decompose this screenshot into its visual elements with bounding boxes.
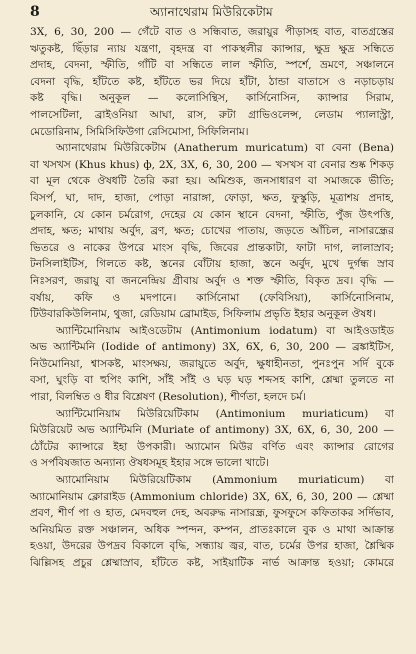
entry-heading-line: অ্যান্টিমোনিয়াম মিউরিয়েটিকাম (Antimonium muriaticum) বা [56, 407, 394, 420]
text-line: অনিয়মিত রক্ত সঞ্চালন, অধিক স্পন্দন, কম্পন, প্রাতঃকালে বুক ও মাথা আক্রান্ত [30, 523, 394, 536]
page-header [30, 4, 394, 22]
text-line: চুলকানি, যে কোন চর্মরোগ, দেহের যে কোন স্থানে বেদনা, স্ফীতি, পুঁজ উৎপত্তি, [30, 208, 394, 221]
text-line: ঋতুকষ্ট, ছিঁড়ার ন্যায় যন্ত্রণা, বৃহদন্ত্র বা পাকস্থলীর ক্যান্সার, ক্ষুদ্র ক্ষুদ্র সন্ধিতে [30, 42, 394, 55]
text-line: ভিতরে ও নাকের উপরে মাংস বৃদ্ধি, জিবের প্রান্তকাটা, ফাটা দাগ, লালাস্রাব; [30, 241, 394, 254]
text-line: নিউমোনিয়া, শ্বাসকষ্ট, মাংসক্ষয়, জরায়ুতে অর্বুদ, ক্ষুধাহীনতা, পুনঃপুন সর্দি বুকে [30, 357, 394, 370]
text-line: প্রদাহ, বেদনা, স্ফীতি, গাঁটি বা সন্ধিতে লাল স্ফীতি, স্পর্শে, ভ্রমণে, সঞ্চালনে [30, 59, 394, 72]
text-line: পারা, বিলম্বিত ও ধীর বিশ্লেষণ (Resolution), শীর্ণতা, হলদে চর্ম। [30, 391, 306, 404]
text-line: অ্যামোনিয়াম ক্লোরাইড (Ammonium chloride) 3X, 6X, 6, 30, 200 — শ্লেষ্মা [30, 490, 394, 503]
text-line: ও সর্পবিষজাত অন্যান্য ঔষধসমূহ ইহার সঙ্গে ভালো খাটে। [30, 457, 270, 470]
text-line: মিউরিয়েট অভ অ্যান্টিমনি (Muriate of antimony) 3X, 6X, 6, 30, 200 — [30, 424, 394, 437]
text-line: বর্ষায়, কফি ও মদপানে। কার্সিনোমা (ফেবিসিয়া), কার্সিনোসিনাম, [30, 291, 394, 304]
text-line: বসা, ঘুংড়ি বা হুপিং কাশি, সাঁই সাঁই ও ঘড় ঘড় শব্দসহ কাশি, শ্লেষ্মা তুলতে না [30, 374, 394, 387]
text-line: মেডোরিনাম, সিমিসিফিউগা রেসিমোসা, সিফিলিনাম। [30, 125, 249, 138]
text-line: অভ অ্যান্টিমনি (Iodide of antimony) 3X, 6X, 6, 30, 200 — ব্রঙ্কাইটিস, [30, 341, 394, 354]
entry-heading-line: অ্যানাথেরাম মিউরিকেটাম (Anatherum muricatum) বা বেনা (Bena) [56, 142, 394, 155]
entry-heading-line: অ্যান্টিমোনিয়াম আইওডেটাম (Antimonium iodatum) বা আইওডাইড [56, 324, 394, 337]
text-line: টিউবারকিউলিনাম, থুজা, রেডিয়াম ব্রোমাইড, সিফিলাম প্রভৃতি ইহার অনুকূল ঔষধ। [30, 308, 376, 321]
text-line: টনসিলাইটিস, গিলতে কষ্ট, স্তনের বোঁটায় হাজা, স্তনে অর্বুদ, মুখে দুর্গন্ধ স্রাব [30, 258, 394, 271]
text-line: প্রবণ, শীর্ণ পা ও হাত, মেদবহুল দেহ, অবরুদ্ধ নাসারন্ধ্র, ফুসফুসে কফিতাকর সর্দিভাব, [30, 507, 394, 520]
text-line: ঠোঁটের ক্যান্সারে ইহা উপকারী। অ্যামোন মিউর বর্ণিত এবং ক্যান্সার রোগের [30, 440, 394, 453]
text-line: বা খসখস (Khus khus) ф, 2X, 3X, 6, 30, 200 — খসখস বা বেনার শুষ্ক শিকড় [30, 158, 394, 171]
text-line: 3X, 6, 30, 200 — গেঁটে বাত ও সন্ধিবাত, জরায়ুর পীড়াসহ বাত, বাতগ্রস্তের [30, 26, 394, 38]
text-line: বেদনা বৃদ্ধি, হাঁটতে কষ্ট, হাঁটতে ভর দিয়ে হাঁটা, ঠান্ডা বাতাসে ও নড়াচড়ায় [30, 75, 394, 88]
entry-heading-line: অ্যামোনিয়াম মিউরিয়েটিকাম (Ammonium muriaticum) বা [56, 474, 394, 487]
text-line: কষ্ট বৃদ্ধি। অনুকূল — কলোসিন্থিস, কার্সিনোসিন, ক্যান্সার সিরাম, [30, 92, 394, 105]
text-line: পালসেটিলা, ব্রাইওনিয়া আঘা, রাস, রুটা গ্রাভিওলেন্স, লেডাম প্যালাস্ট্রা, [30, 108, 394, 121]
text-line: প্রদাহ, ক্ষত; মাথায় অর্বুদ, ব্রণ, ক্ষত; চোখের পাতায়, জড়তে আঁচিল, নাসারন্ধ্রের [30, 225, 394, 238]
text-line: বা মূল থেকে ঔষধটি তৈরি করা হয়। অমিশুক, জনসাধারণ বা সমাজকে ভীতি; [30, 175, 394, 188]
text-line: নিঃসরণ, জরায়ু বা জননেন্দ্রিয় গ্রীবায় অর্বুদ ও শক্ত স্ফীতি, বিকৃত দ্রব। বৃদ্ধি — [30, 274, 394, 287]
running-head: অ্যানাথেরাম মিউরিকেটাম [150, 5, 273, 19]
text-line: ঝিল্লিসহ প্রচুর শ্লেষ্মাস্রাব, হাঁটতে কষ্ট, সাইয়াটিক নার্ভ আক্রান্ত হওয়া; কোমরে [30, 557, 394, 569]
body-text [30, 24, 394, 572]
page-number: 8 [30, 4, 40, 20]
text-line: বিসর্প, ঘা, দাদ, হাজা, পোড়া নারাঙ্গা, ফোড়া, ক্ষত, ফুস্কুড়ি, মূত্রাশয় প্রদাহ, [30, 191, 394, 204]
text-line: হওয়া, উদরের উপদ্রব বিকালে বৃদ্ধি, সন্ধ্যায় জ্বর, বাত, চর্মের উপর হাজা, শ্লৈষ্মিক [30, 540, 394, 553]
